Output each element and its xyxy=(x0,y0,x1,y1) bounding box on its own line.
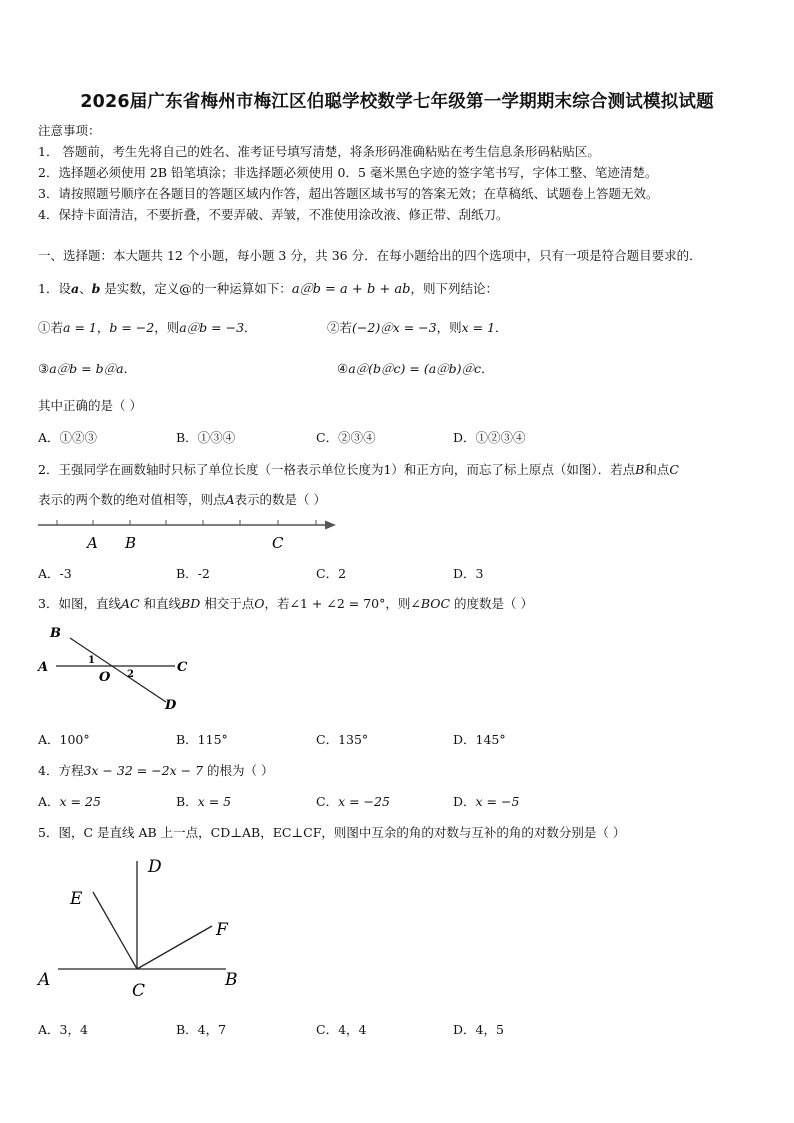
q1-var-a: a xyxy=(70,281,80,296)
q1-s1-math3: a＠b = −3 xyxy=(179,320,245,335)
q1-s1-math2: b = −2 xyxy=(109,320,155,335)
q3-angle-boc: BOC xyxy=(420,596,451,611)
q4-option-d-letter: D． xyxy=(453,794,476,809)
q1-s1-end: ． xyxy=(244,320,257,335)
q1-var-b: b xyxy=(91,281,101,296)
q3-label-a: A xyxy=(38,660,49,675)
q2-line2-text: 表示的两个数的绝对值相等，则点 xyxy=(38,492,226,507)
q4-option-a[interactable] xyxy=(38,792,101,810)
q1-stem-prefix: 1．设 xyxy=(38,281,71,296)
q4-option-c-value: x = −25 xyxy=(338,794,390,809)
q3-line-bd-drawn xyxy=(70,638,166,702)
q3-stem-3: 相交于点 xyxy=(200,596,255,611)
q3-stem-5: 的度数是（ ） xyxy=(450,596,534,611)
q3-label-c: C xyxy=(177,660,188,675)
q1-statement-1 xyxy=(38,318,257,336)
q2-line1-text: 2．王强同学在画数轴时只标了单位长度（一格表示单位长度为1）和正方向，而忘了标上原点（如图）．若点 xyxy=(38,462,636,477)
notice-item-1: 1． 答题前，考生先将自己的姓名、准考证号填写清楚，将条形码准确粘贴在考生信息条形码粘贴区。 xyxy=(38,144,600,159)
q4-stem xyxy=(38,761,274,779)
q4-equation: 3x − 32 = −2x − 7 xyxy=(83,763,204,778)
q2-option-d[interactable]: D．3 xyxy=(453,566,484,581)
q5-option-d[interactable]: D．4，5 xyxy=(453,1022,504,1037)
q2-point-c-ref: C xyxy=(669,462,679,477)
q4-option-a-value: x = 25 xyxy=(59,794,101,809)
q4-option-c-letter: C． xyxy=(316,794,339,809)
q3-stem-4: ，若∠1 + ∠2 = 70°，则∠ xyxy=(264,596,421,611)
q2-point-b-ref: B xyxy=(635,462,645,477)
q3-option-a[interactable]: A．100° xyxy=(38,732,90,747)
q3-label-b: B xyxy=(50,626,61,641)
notice-heading: 注意事项： xyxy=(38,123,101,138)
q3-option-c[interactable]: C．135° xyxy=(316,732,369,747)
q3-line-bd: BD xyxy=(181,596,201,611)
q5-label-a: A xyxy=(38,970,51,990)
q1-s2-math2: x = 1 xyxy=(461,320,496,335)
section-heading: 一、选择题：本大题共 12 个小题，每小题 3 分，共 36 分．在每小题给出的四个选项中，只有一项是符合题目要求的． xyxy=(38,248,702,263)
q4-option-a-letter: A． xyxy=(38,794,60,809)
q1-s2-prefix: ②若 xyxy=(327,320,353,335)
q1-option-b[interactable]: B．①③④ xyxy=(176,430,236,445)
q2-label-a: A xyxy=(87,534,98,552)
q3-line-ac: AC xyxy=(120,596,140,611)
q2-point-a-ref: A xyxy=(225,492,235,507)
q2-stem-line2 xyxy=(38,490,326,508)
q1-s1-math1: a = 1 xyxy=(63,320,97,335)
q3-angle-2-label: 2 xyxy=(127,669,134,680)
q4-stem-prefix: 4．方程 xyxy=(38,763,84,778)
q1-s4-prefix: ④ xyxy=(337,361,349,376)
q1-statement-4 xyxy=(337,359,494,377)
q5-stem: 5．图，C 是直线 AB 上一点，CD⊥AB，EC⊥CF，则图中互余的角的对数与互补的角的对数分别是（ ） xyxy=(38,825,626,840)
q2-stem-line1 xyxy=(38,460,679,478)
q1-formula: a＠b = a + b + ab xyxy=(291,282,411,297)
q5-option-b[interactable]: B．4，7 xyxy=(176,1022,227,1037)
q4-option-b-value: x = 5 xyxy=(197,794,232,809)
q2-number-line xyxy=(30,510,350,558)
q1-ask: 其中正确的是（ ） xyxy=(38,398,142,413)
q5-label-f: F xyxy=(216,920,228,940)
q1-s4-end: ． xyxy=(481,361,494,376)
q1-option-a[interactable]: A．①②③ xyxy=(38,430,98,445)
q1-s3-math: a＠b = b＠a xyxy=(49,361,124,376)
q5-label-b: B xyxy=(225,970,238,990)
q4-stem-suffix: 的根为（ ） xyxy=(203,763,274,778)
q3-option-b[interactable]: B．115° xyxy=(176,732,228,747)
q1-s3-end: ． xyxy=(123,361,137,376)
q3-stem xyxy=(38,594,533,612)
q3-label-o: O xyxy=(99,670,111,685)
q1-s1-prefix: ①若 xyxy=(38,320,64,335)
q1-option-c[interactable]: C．②③④ xyxy=(316,430,376,445)
q3-angle-1-label: 1 xyxy=(88,655,95,666)
q4-option-b[interactable] xyxy=(176,792,231,810)
exam-title: 2026届广东省梅州市梅江区伯聪学校数学七年级第一学期期末综合测试模拟试题 xyxy=(80,92,714,112)
q2-line2-end: 表示的数是（ ） xyxy=(234,492,327,507)
q2-option-b[interactable]: B．-2 xyxy=(176,566,210,581)
q1-s4-math: a＠(b＠c) = (a＠b)＠c xyxy=(348,361,482,376)
q1-s1-comma1: ， xyxy=(96,320,110,335)
notice-item-3: 3．请按照题号顺序在各题目的答题区域内作答，超出答题区域书写的答案无效；在草稿纸、试题卷上答题无效。 xyxy=(38,186,659,201)
q1-stem-end: ，则下列结论： xyxy=(410,281,499,296)
q5-option-a[interactable]: A．3，4 xyxy=(38,1022,88,1037)
q1-sep: 、 xyxy=(79,281,92,296)
q4-option-b-letter: B． xyxy=(176,794,198,809)
q5-label-e: E xyxy=(70,889,83,909)
q5-label-d: D xyxy=(148,857,162,877)
q5-figure xyxy=(30,848,260,1008)
q3-label-d: D xyxy=(165,698,177,713)
q5-ray-ce xyxy=(93,892,137,969)
q4-option-c[interactable] xyxy=(316,792,390,810)
q4-option-d[interactable] xyxy=(453,792,519,810)
q2-option-c[interactable]: C．2 xyxy=(316,566,347,581)
q2-option-a[interactable]: A．-3 xyxy=(38,566,72,581)
q1-statement-2 xyxy=(327,318,508,336)
q3-figure xyxy=(30,620,200,718)
q1-option-d[interactable]: D．①②③④ xyxy=(453,430,526,445)
q3-stem-2: 和直线 xyxy=(139,596,182,611)
q4-option-d-value: x = −5 xyxy=(475,794,520,809)
notice-item-2: 2．选择题必须使用 2B 铅笔填涂；非选择题必须使用 0．5 毫米黑色字迹的签字笔书写，字体工整、笔迹清楚。 xyxy=(38,165,658,180)
q1-stem-mid: 是实数，定义@的一种运算如下： xyxy=(100,281,292,296)
q3-option-d[interactable]: D．145° xyxy=(453,732,506,747)
q5-option-c[interactable]: C．4，4 xyxy=(316,1022,367,1037)
q5-label-c: C xyxy=(132,981,146,1001)
q1-s2-end: ． xyxy=(495,320,508,335)
q2-label-c: C xyxy=(272,534,284,552)
q5-ray-cf xyxy=(137,926,212,969)
q3-point-o: O xyxy=(254,596,265,611)
q1-s3-prefix: ③ xyxy=(38,361,50,376)
q1-s2-then: ，则 xyxy=(436,320,462,335)
q1-s2-math1: (−2)＠x = −3 xyxy=(352,320,437,335)
q3-stem-1: 3．如图，直线 xyxy=(38,596,121,611)
q1-stem xyxy=(38,278,498,297)
q2-label-b: B xyxy=(125,534,137,552)
notice-item-4: 4．保持卡面清洁，不要折叠，不要弄破、弄皱，不准使用涂改液、修正带、刮纸刀。 xyxy=(38,207,509,222)
q1-statement-3 xyxy=(38,359,136,377)
q2-line1-and: 和点 xyxy=(644,462,670,477)
q1-s1-then: ，则 xyxy=(154,320,180,335)
q2-axis-arrow xyxy=(325,521,336,530)
